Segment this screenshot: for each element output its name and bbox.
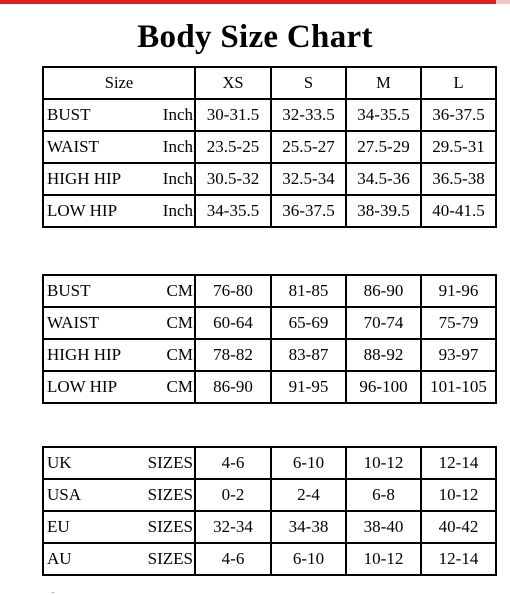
row-label-cell: [43, 543, 195, 575]
measure-label: LOW HIP: [47, 377, 118, 396]
unit-label: CM: [166, 281, 193, 300]
region-label: UK: [47, 453, 72, 472]
value-cell: 86-90: [346, 275, 421, 307]
region-label: EU: [47, 517, 70, 536]
row-label-cell: [43, 163, 195, 195]
table-row: [43, 479, 496, 511]
value-cell: 6-8: [346, 479, 421, 511]
cm-size-table: [42, 274, 497, 404]
region-label: USA: [47, 485, 82, 504]
row-label-cell: [43, 307, 195, 339]
row-label-cell: [43, 195, 195, 227]
row-label-cell: [43, 131, 195, 163]
measure-label: BUST: [47, 105, 91, 124]
value-cell: 91-96: [421, 275, 496, 307]
value-cell: 34-38: [271, 511, 346, 543]
value-cell: 10-12: [346, 543, 421, 575]
unit-label: CM: [166, 377, 193, 396]
value-cell: 34-35.5: [346, 99, 421, 131]
unit-label: CM: [166, 345, 193, 364]
size-header-l: L: [421, 67, 496, 99]
value-cell: 38-39.5: [346, 195, 421, 227]
table-row: [43, 307, 496, 339]
value-cell: 29.5-31: [421, 131, 496, 163]
top-accent-bar: [0, 0, 510, 4]
value-cell: 32.5-34: [271, 163, 346, 195]
value-cell: 76-80: [195, 275, 271, 307]
value-cell: 2-4: [271, 479, 346, 511]
value-cell: 96-100: [346, 371, 421, 403]
stray-dot: [52, 592, 54, 593]
unit-label: SIZES: [147, 485, 193, 504]
row-label-cell: [43, 275, 195, 307]
measure-label: BUST: [47, 281, 91, 300]
value-cell: 93-97: [421, 339, 496, 371]
value-cell: 83-87: [271, 339, 346, 371]
table-row: [43, 511, 496, 543]
value-cell: 40-42: [421, 511, 496, 543]
row-label-cell: [43, 479, 195, 511]
table-row: [43, 447, 496, 479]
value-cell: 75-79: [421, 307, 496, 339]
value-cell: 86-90: [195, 371, 271, 403]
measure-label: LOW HIP: [47, 201, 118, 220]
table-row: [43, 339, 496, 371]
value-cell: 6-10: [271, 447, 346, 479]
top-corner-mark: [496, 0, 510, 4]
size-header-label: Size: [43, 67, 195, 99]
table-row: [43, 543, 496, 575]
row-label-cell: [43, 511, 195, 543]
region-label: AU: [47, 549, 72, 568]
unit-label: Inch: [162, 201, 193, 220]
row-label-cell: [43, 447, 195, 479]
value-cell: 30.5-32: [195, 163, 271, 195]
value-cell: 36-37.5: [421, 99, 496, 131]
inch-size-table: [42, 66, 497, 228]
region-size-table: [42, 446, 497, 576]
value-cell: 10-12: [421, 479, 496, 511]
unit-label: SIZES: [147, 453, 193, 472]
table-row: [43, 99, 496, 131]
measure-label: HIGH HIP: [47, 169, 122, 188]
value-cell: 23.5-25: [195, 131, 271, 163]
value-cell: 27.5-29: [346, 131, 421, 163]
row-label-cell: [43, 339, 195, 371]
unit-label: Inch: [162, 169, 193, 188]
measure-label: WAIST: [47, 137, 99, 156]
unit-label: CM: [166, 313, 193, 332]
value-cell: 32-33.5: [271, 99, 346, 131]
value-cell: 6-10: [271, 543, 346, 575]
row-label-cell: [43, 99, 195, 131]
measure-label: WAIST: [47, 313, 99, 332]
size-header-row: [43, 67, 496, 99]
value-cell: 38-40: [346, 511, 421, 543]
value-cell: 91-95: [271, 371, 346, 403]
value-cell: 34.5-36: [346, 163, 421, 195]
value-cell: 12-14: [421, 447, 496, 479]
value-cell: 0-2: [195, 479, 271, 511]
size-header-m: M: [346, 67, 421, 99]
unit-label: SIZES: [147, 549, 193, 568]
size-header-s: S: [271, 67, 346, 99]
value-cell: 36-37.5: [271, 195, 346, 227]
page-title: Body Size Chart: [137, 19, 373, 55]
value-cell: 60-64: [195, 307, 271, 339]
table-row: [43, 275, 496, 307]
value-cell: 88-92: [346, 339, 421, 371]
value-cell: 32-34: [195, 511, 271, 543]
value-cell: 101-105: [421, 371, 496, 403]
unit-label: Inch: [162, 137, 193, 156]
value-cell: 65-69: [271, 307, 346, 339]
value-cell: 70-74: [346, 307, 421, 339]
value-cell: 78-82: [195, 339, 271, 371]
value-cell: 36.5-38: [421, 163, 496, 195]
value-cell: 12-14: [421, 543, 496, 575]
table-row: [43, 131, 496, 163]
row-label-cell: [43, 371, 195, 403]
value-cell: 34-35.5: [195, 195, 271, 227]
value-cell: 4-6: [195, 447, 271, 479]
value-cell: 4-6: [195, 543, 271, 575]
value-cell: 40-41.5: [421, 195, 496, 227]
value-cell: 10-12: [346, 447, 421, 479]
table-row: [43, 371, 496, 403]
table-row: [43, 195, 496, 227]
measure-label: HIGH HIP: [47, 345, 122, 364]
value-cell: 30-31.5: [195, 99, 271, 131]
table-row: [43, 163, 496, 195]
unit-label: Inch: [162, 105, 193, 124]
unit-label: SIZES: [147, 517, 193, 536]
value-cell: 25.5-27: [271, 131, 346, 163]
value-cell: 81-85: [271, 275, 346, 307]
size-header-xs: XS: [195, 67, 271, 99]
